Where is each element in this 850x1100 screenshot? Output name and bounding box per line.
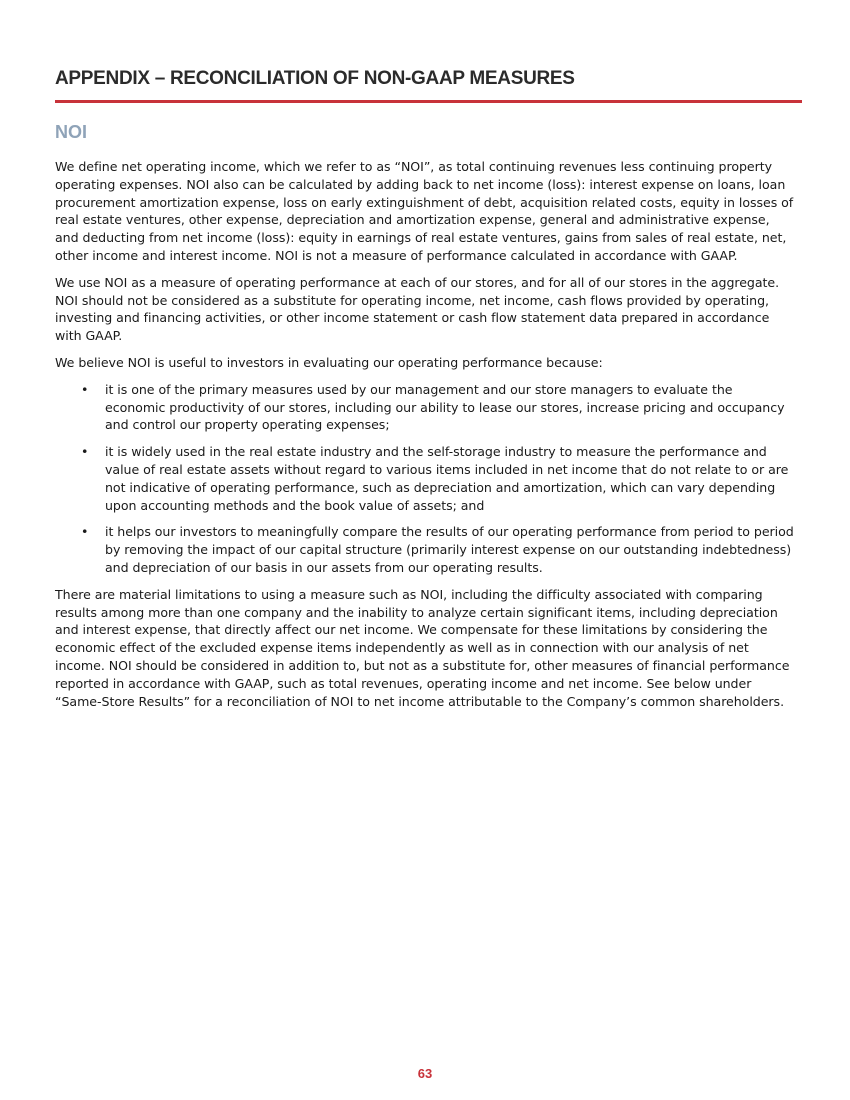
list-item: • it is one of the primary measures used by our management and our store managers to evaluate the economic productivity of our stores, including our ability to lease our stores, increase pricing and occupancy and control our property operating expenses; [55,381,796,434]
paragraph-noi-usage: We use NOI as a measure of operating performance at each of our stores, and for all of our stores in the aggregate. NOI should not be considered as a substitute for operating income, net income, cash flows provided by operating, investing and financing activities, or other income statement or cash flow statement data prepared in accordance with GAAP. [55,274,780,344]
list-item: • it is widely used in the real estate industry and the self-storage industry to measure the performance and value of real estate assets without regard to various items included in net income that do not relate to or are not indicative of operating performance, such as depreciation and amortization, which can vary depending upon accounting methods and the book value of assets; and [55,443,796,514]
page-title: APPENDIX – RECONCILIATION OF NON-GAAP MEASURES [55,68,575,89]
page-number: 63 [417,1066,433,1081]
paragraph-limitations: There are material limitations to using a measure such as NOI, including the difficulty associated with comparing results among more than one company and the inability to analyze certain significant items, including depreciation and interest expense, that directly affect our net income. We compensate for these limitations by considering the economic effect of the excluded expense items independently as well as in connection with our analysis of net income. NOI should be considered in addition to, but not as a substitute for, other measures of financial performance reported in accordance with GAAP, such as total revenues, operating income and net income. See below under “Same-Store Results” for a reconciliation of NOI to net income attributable to the Company’s common shareholders. [55,586,790,709]
document-body [55,158,796,719]
section-heading: NOI [55,122,88,142]
paragraph-noi-definition: We define net operating income, which we refer to as “NOI”, as total continuing revenues less continuing property operating expenses. NOI also can be calculated by adding back to net income (loss): interest expense on loans, loan procurement amortization expense, loss on early extinguishment of debt, acquisition related costs, equity in losses of real estate ventures, other expense, depreciation and amortization expense, general and administrative expense, and deducting from net income (loss): equity in earnings of real estate ventures, gains from sales of real estate, net, other income and interest income. NOI is not a measure of performance calculated in accordance with GAAP. [55,159,794,263]
list-item: • it helps our investors to meaningfully compare the results of our operating performance from period to period by removing the impact of our capital structure (primarily interest expense on our outstanding indebtedness) and depreciation of our basis in our assets from our operating results. [55,523,796,576]
reasons-list [55,381,796,577]
title-divider [55,100,802,103]
paragraph-noi-usefulness: We believe NOI is useful to investors in evaluating our operating performance because: [55,354,603,370]
